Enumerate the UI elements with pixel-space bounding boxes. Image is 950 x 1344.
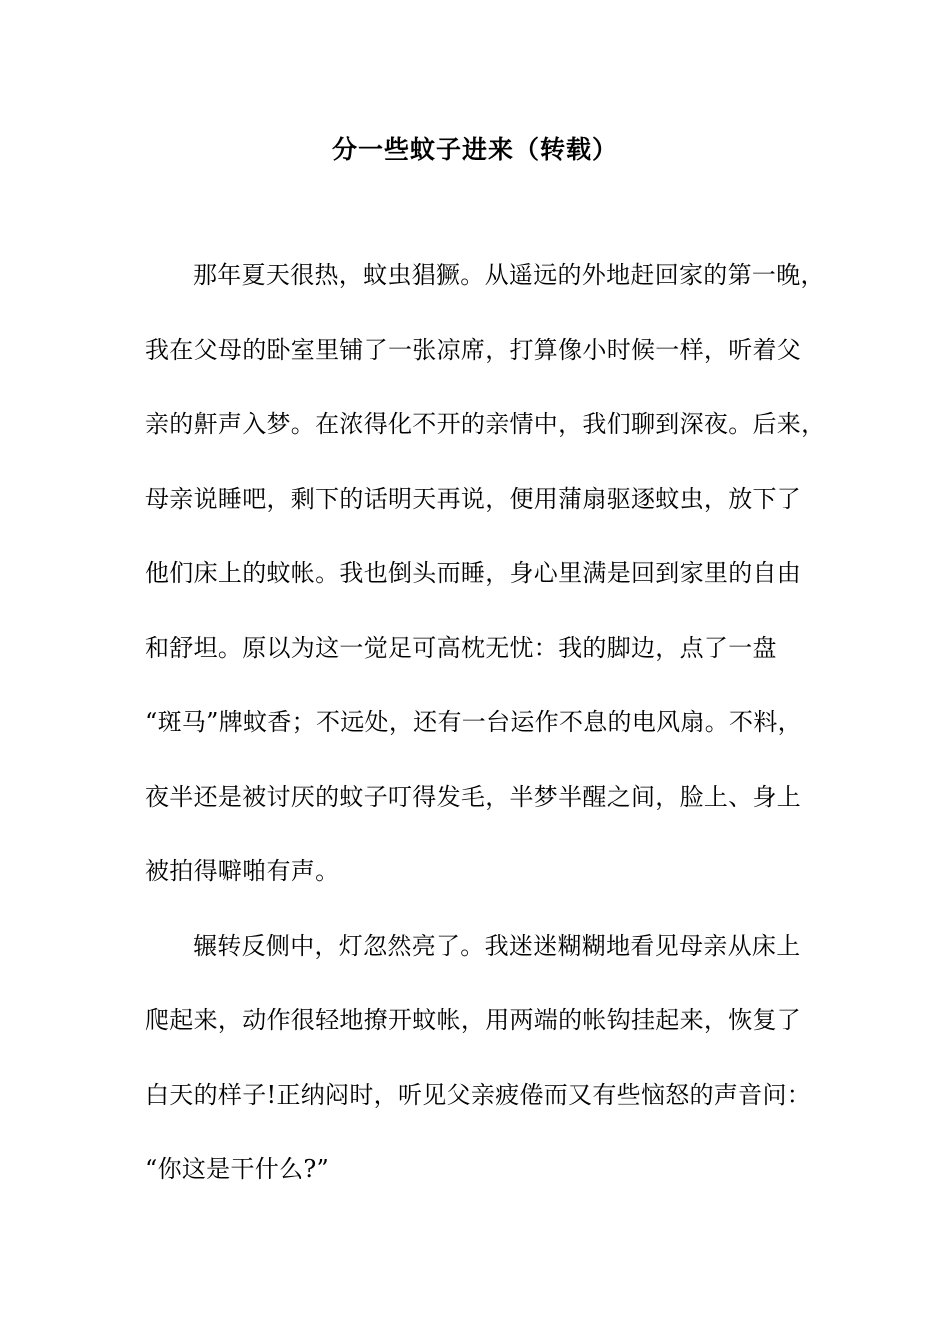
- paragraph-1-line-9: 被拍得噼啪有声。: [145, 857, 340, 885]
- paragraph-2-line-2: 爬起来，动作很轻地撩开蚊帐，用两端的帐钩挂起来，恢复了: [145, 1006, 802, 1034]
- paragraph-1-line-3: 亲的鼾声入梦。在浓得化不开的亲情中，我们聊到深夜。后来，: [145, 410, 826, 438]
- paragraph-1-line-8: 夜半还是被讨厌的蚊子叮得发毛，半梦半醒之间，脸上、身上: [145, 783, 802, 811]
- paragraph-2-line-3: 白天的样子!正纳闷时，听见父亲疲倦而又有些恼怒的声音问：: [145, 1081, 812, 1109]
- paragraph-1-line-1: 那年夏天很热，蚊虫猖獗。从遥远的外地赶回家的第一晚，: [193, 261, 825, 289]
- document-title: 分一些蚊子进来（转载）: [331, 135, 618, 164]
- paragraph-2-line-4: “你这是干什么?”: [145, 1155, 330, 1183]
- paragraph-2-line-1: 辗转反侧中，灯忽然亮了。我迷迷糊糊地看见母亲从床上: [193, 932, 801, 960]
- paragraph-1-line-2: 我在父母的卧室里铺了一张凉席，打算像小时候一样，听着父: [145, 336, 802, 364]
- paragraph-1-line-7: “斑马”牌蚊香；不远处，还有一台运作不息的电风扇。不料，: [145, 708, 802, 736]
- paragraph-1-line-6: 和舒坦。原以为这一觉足可高枕无忧：我的脚边，点了一盘: [145, 634, 777, 662]
- paragraph-1-line-4: 母亲说睡吧，剩下的话明天再说，便用蒲扇驱逐蚊虫，放下了: [145, 485, 802, 513]
- paragraph-1-line-5: 他们床上的蚊帐。我也倒头而睡，身心里满是回到家里的自由: [145, 559, 802, 587]
